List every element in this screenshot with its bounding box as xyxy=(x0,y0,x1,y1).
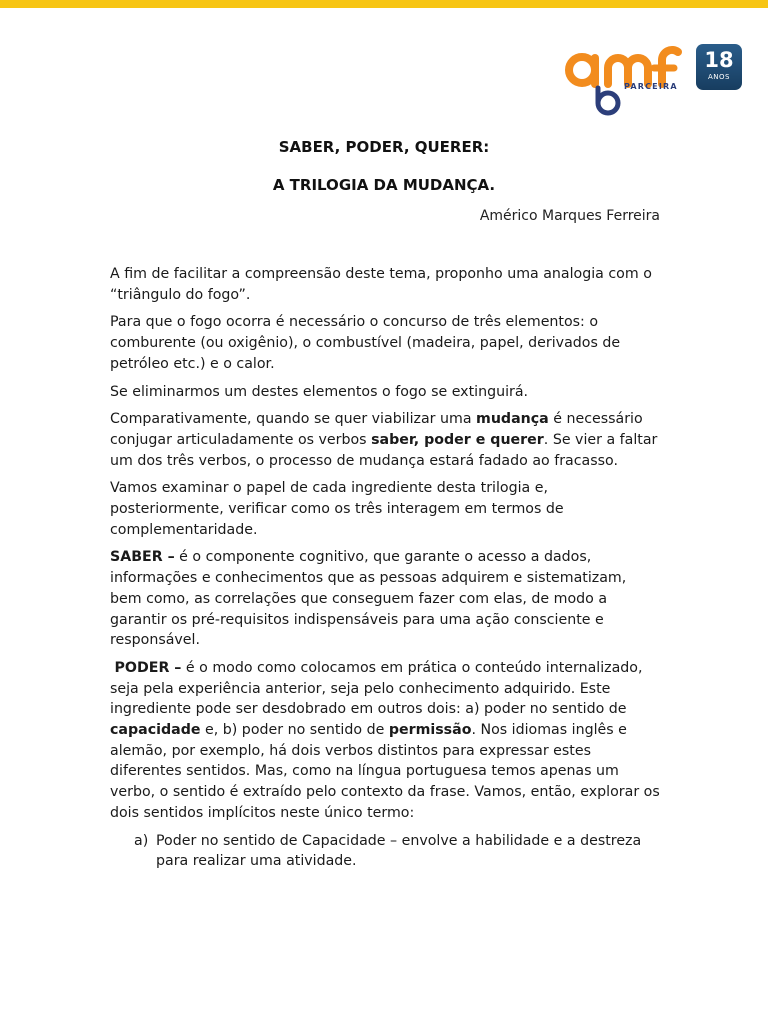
author-name: Américo Marques Ferreira xyxy=(479,208,660,224)
paragraph-saber xyxy=(110,547,662,651)
emphasis-verbs: saber, poder e querer xyxy=(371,431,544,448)
document-title-line2: A TRILOGIA DA MUDANÇA. xyxy=(272,176,496,194)
badge-number: 18 xyxy=(704,48,734,72)
amf-logo-mark xyxy=(562,38,692,118)
paragraph-saber-text: é o componente cognitivo, que garante o acesso a dados, informações e conhecimentos que as pessoas adquirem e sistematizam, bem como, as correlações que conseguem fazer com elas, de modo a garantir os pré-requisitos indispensáveis para uma ação consciente e responsável. xyxy=(110,549,627,649)
amf-logo xyxy=(562,38,744,122)
badge-label: ANOS xyxy=(708,73,730,81)
paragraph-4-text: . Se vier a faltar um dos três verbos, o processo de mudança estará fadado ao fracasso. xyxy=(110,431,658,469)
top-accent-bar xyxy=(0,0,768,8)
paragraph-1: A fim de facilitar a compreensão deste tema, proponho uma analogia com o “triângulo do fogo”. xyxy=(110,266,652,303)
paragraph-2: Para que o fogo ocorra é necessário o concurso de três elementos: o comburente (ou oxigênio), o combustível (madeira, papel, derivados de petróleo etc.) e o calor. xyxy=(110,314,621,372)
term-saber: SABER – xyxy=(110,549,175,566)
emphasis-permissao: permissão xyxy=(388,722,472,739)
list-item-a xyxy=(110,831,662,872)
list-item-text: Poder no sentido de Capacidade – envolve a habilidade e a destreza para realizar uma atividade. xyxy=(156,832,642,870)
paragraph-3: Se eliminarmos um destes elementos o fogo se extinguirá. xyxy=(110,383,529,400)
document-title-line1: SABER, PODER, QUERER: xyxy=(278,138,490,156)
paragraph-4-text: Comparativamente, quando se quer viabilizar uma xyxy=(110,411,477,428)
paragraph-poder-text: e, b) poder no sentido de xyxy=(200,722,389,739)
paragraph-4-text: é necessário conjugar articuladamente os verbos xyxy=(110,411,643,448)
paragraph-5: Vamos examinar o papel de cada ingrediente desta trilogia e, posteriormente, verificar como os três interagem em termos de complementaridade. xyxy=(110,480,564,538)
document-body xyxy=(110,264,662,879)
paragraph-poder-text: . Nos idiomas inglês e alemão, por exemplo, há dois verbos distintos para expressar estes diferentes sentidos. Mas, como na língua portuguesa temos apenas um verbo, o sentido é extraído pelo contexto da frase. Vamos, então, explorar os dois sentidos implícitos neste único termo: xyxy=(110,722,660,821)
term-poder: PODER – xyxy=(114,659,182,676)
emphasis-capacidade: capacidade xyxy=(110,722,201,739)
paragraph-poder xyxy=(110,658,662,824)
paragraph-poder-text: é o modo como colocamos em prática o conteúdo internalizado, seja pela experiência anterior, seja pelo conhecimento adquirido. Este ingrediente pode ser desdobrado em outros dois: a) poder no sentido de xyxy=(110,659,643,718)
emphasis-mudanca: mudança xyxy=(476,411,549,428)
logo-tagline: PARCEIRA xyxy=(624,82,678,91)
anniversary-badge xyxy=(696,44,742,90)
paragraph-4 xyxy=(110,409,662,471)
list-marker: a) xyxy=(134,832,149,849)
